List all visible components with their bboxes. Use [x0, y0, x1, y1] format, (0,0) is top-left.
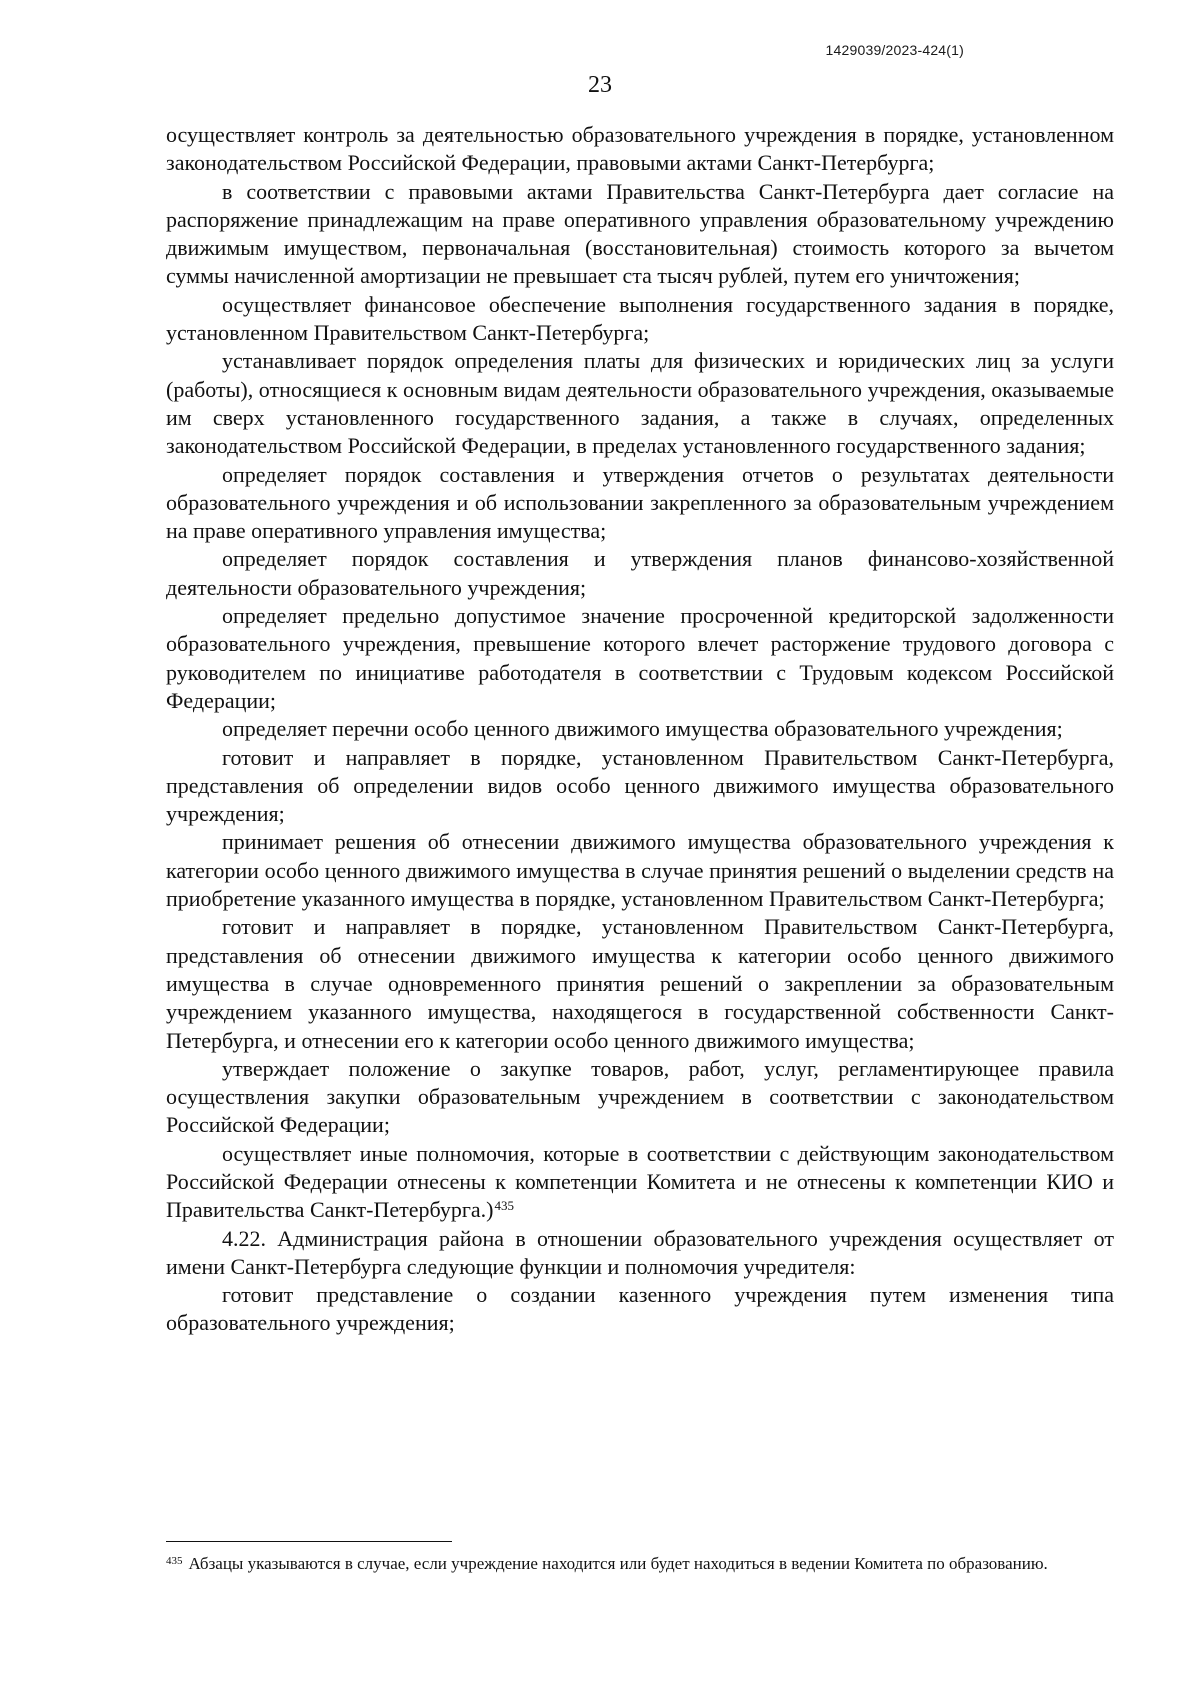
paragraph: определяет перечни особо ценного движимого имущества образовательного учреждения; — [222, 716, 1063, 742]
footnote-text: Абзацы указываются в случае, если учреждение находится или будет находиться в ведении Комитета по образованию. — [188, 1554, 1048, 1573]
paragraph: готовит представление о создании казенного учреждения путем изменения типа образовательного учреждения; — [166, 1282, 1114, 1336]
footnote-number: 435 — [166, 1555, 183, 1567]
document-reg-number: 1429039/2023-424(1) — [825, 42, 964, 58]
footnote-reference[interactable]: 435 — [494, 1198, 514, 1214]
footnote-divider — [166, 1541, 452, 1542]
paragraph: осуществляет контроль за деятельностью образовательного учреждения в порядке, установленном законодательством Российской Федерации, правовыми актами Санкт-Петербурга; — [166, 122, 1114, 176]
paragraph: в соответствии с правовыми актами Правительства Санкт-Петербурга дает согласие на распоряжение принадлежащим на праве оперативного управления образовательному учреждению движимым имуществом, первоначальная (восстановительная) стоимость которого за вычетом суммы начисленной амортизации не превышает ста тысяч рублей, путем его уничтожения; — [166, 178, 1114, 289]
paragraph: определяет порядок составления и утверждения планов финансово-хозяйственной деятельности образовательного учреждения; — [166, 546, 1114, 600]
paragraph: осуществляет финансовое обеспечение выполнения государственного задания в порядке, установленном Правительством Санкт-Петербурга; — [166, 291, 1114, 346]
paragraph: готовит и направляет в порядке, установленном Правительством Санкт-Петербурга, представления об отнесении движимого имущества к категории особо ценного движимого имущества в случае одновременного принятия решений о закреплении за образовательным учреждением указанного имущества, находящегося в государственной собственности Санкт-Петербурга, и отнесении его к категории особо ценного движимого имущества; — [166, 914, 1114, 1053]
paragraph: определяет порядок составления и утверждения отчетов о результатах деятельности образовательного учреждения и об использовании закрепленного за образовательным учреждением на праве оперативного управления имущества; — [166, 461, 1114, 544]
paragraph: осуществляет иные полномочия, которые в соответствии с действующим законодательством Российской Федерации отнесены к компетенции Комитета и не отнесены к компетенции КИО и Правительства Санкт-Петербурга.)$^{435}$ — [166, 1140, 1114, 1223]
paragraph: устанавливает порядок определения платы для физических и юридических лиц за услуги (работы), относящиеся к основным видам деятельности образовательного учреждения, оказываемые им сверх установленного государственного задания, а также в случаях, определенных законодательством Российской Федерации, в пределах установленного государственного задания; — [166, 348, 1114, 459]
page-number: 23 — [588, 72, 612, 98]
paragraph: определяет предельно допустимое значение просроченной кредиторской задолженности образовательного учреждения, превышение которого влечет расторжение трудового договора с руководителем по инициативе работодателя в соответствии с Трудовым кодексом Российской Федерации; — [166, 603, 1114, 713]
section-paragraph: 4.22. Администрация района в отношении образовательного учреждения осуществляет от имени Санкт-Петербурга следующие функции и полномочия учредителя: — [166, 1225, 1114, 1279]
footnote — [166, 1553, 1114, 1575]
paragraph: готовит и направляет в порядке, установленном Правительством Санкт-Петербурга, представления об определении видов особо ценного движимого имущества образовательного учреждения; — [166, 744, 1114, 827]
document-body — [166, 121, 1114, 1338]
paragraph: принимает решения об отнесении движимого имущества образовательного учреждения к категории особо ценного движимого имущества в случае принятия решений о выделении средств на приобретение указанного имущества в порядке, установленном Правительством Санкт-Петербурга; — [166, 829, 1114, 912]
paragraph: утверждает положение о закупке товаров, работ, услуг, регламентирующее правила осуществления закупки образовательным учреждением в соответствии с законодательством Российской Федерации; — [166, 1055, 1114, 1138]
